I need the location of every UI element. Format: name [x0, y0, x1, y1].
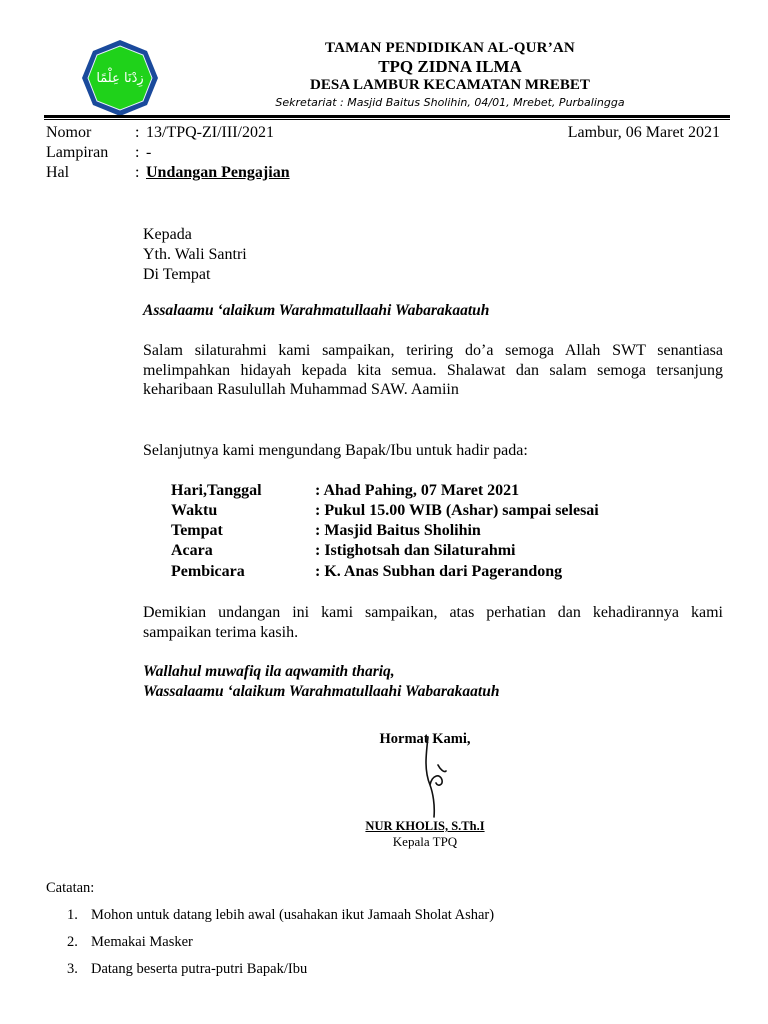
closing-line-1: Wallahul muwafiq ila aqwamith thariq,: [143, 663, 395, 680]
signature-scribble-icon: [410, 735, 460, 825]
paragraph-invitation: Selanjutnya kami mengundang Bapak/Ibu untuk hadir pada:: [143, 442, 528, 459]
lampiran-colon: :: [135, 144, 140, 161]
lampiran-value: -: [146, 144, 152, 161]
opening-greeting: Assalaamu ‘alaikum Warahmatullaahi Wabarakaatuh: [143, 302, 490, 319]
note-text: Datang beserta putra-putri Bapak/Ibu: [91, 961, 308, 977]
letterhead-divider-thin: [44, 119, 730, 120]
recipient-line-1: Kepada: [143, 226, 192, 243]
event-label-time: Waktu: [171, 502, 218, 519]
note-text: Mohon untuk datang lebih awal (usahakan ikut Jamaah Sholat Ashar): [91, 907, 495, 923]
note-number: 3.: [67, 961, 78, 977]
hal-value: Undangan Pengajian: [146, 164, 290, 181]
event-label-place: Tempat: [171, 522, 223, 539]
event-value-speaker: : K. Anas Subhan dari Pagerandong: [315, 563, 563, 580]
closing-line-2: Wassalaamu ‘alaikum Warahmatullaahi Wabarakaatuh: [143, 683, 500, 700]
hal-colon: :: [135, 164, 140, 181]
event-label-agenda: Acara: [171, 542, 213, 559]
paragraph-closing: Demikian undangan ini kami sampaikan, atas perhatian dan kehadirannya kami sampaikan terima kasih.: [143, 604, 723, 641]
recipient-line-2: Yth. Wali Santri: [143, 246, 247, 263]
signatory-role: Kepala TPQ: [392, 834, 458, 849]
event-label-date: Hari,Tanggal: [171, 482, 262, 499]
nomor-value: 13/TPQ-ZI/III/2021: [146, 124, 274, 141]
nomor-colon: :: [135, 124, 140, 141]
note-number: 2.: [67, 934, 78, 950]
hal-label: Hal: [46, 164, 70, 181]
note-item: [67, 961, 307, 978]
note-text: Memakai Masker: [91, 934, 193, 950]
note-item: [67, 907, 494, 924]
handwritten-signature: [410, 735, 460, 825]
event-value-place: : Masjid Baitus Sholihin: [315, 522, 481, 539]
paragraph-intro: Salam silaturahmi kami sampaikan, teriring do’a semoga Allah SWT senantiasa melimpahkan hidayah kepada kita semua. Shalawat dan salam semoga tersanjung keharibaan Rasulullah Muhammad SAW. Aamiin: [143, 342, 723, 398]
note-number: 1.: [67, 907, 78, 923]
letterhead-line-3: DESA LAMBUR KECAMATAN MREBET: [310, 77, 590, 93]
recipient-line-3: Di Tempat: [143, 266, 211, 283]
event-value-date: : Ahad Pahing, 07 Maret 2021: [315, 482, 520, 499]
letterhead-line-1: TAMAN PENDIDIKAN AL-QUR’AN: [325, 40, 575, 56]
organization-logo: [80, 38, 160, 118]
event-value-agenda: : Istighotsah dan Silaturahmi: [315, 542, 516, 559]
event-label-speaker: Pembicara: [171, 563, 245, 580]
octagon-logo-icon: [80, 38, 160, 118]
signature-title: Hormat Kami,: [379, 731, 471, 747]
event-value-time: : Pukul 15.00 WIB (Ashar) sampai selesai: [315, 502, 599, 519]
letterhead-address: Sekretariat : Masjid Baitus Sholihin, 04/01, Mrebet, Purbalingga: [275, 96, 625, 109]
logo-arabic-text: زِدْنَا عِلْمًا: [96, 71, 144, 86]
note-item: [67, 934, 193, 951]
letter-date: Lambur, 06 Maret 2021: [567, 124, 720, 141]
nomor-label: Nomor: [46, 124, 92, 141]
lampiran-label: Lampiran: [46, 144, 109, 161]
letterhead-divider-thick: [44, 115, 730, 118]
notes-title: Catatan:: [46, 880, 95, 896]
letterhead-line-2: TPQ ZIDNA ILMA: [378, 57, 522, 76]
signatory-name: NUR KHOLIS, S.Th.I: [365, 819, 485, 833]
